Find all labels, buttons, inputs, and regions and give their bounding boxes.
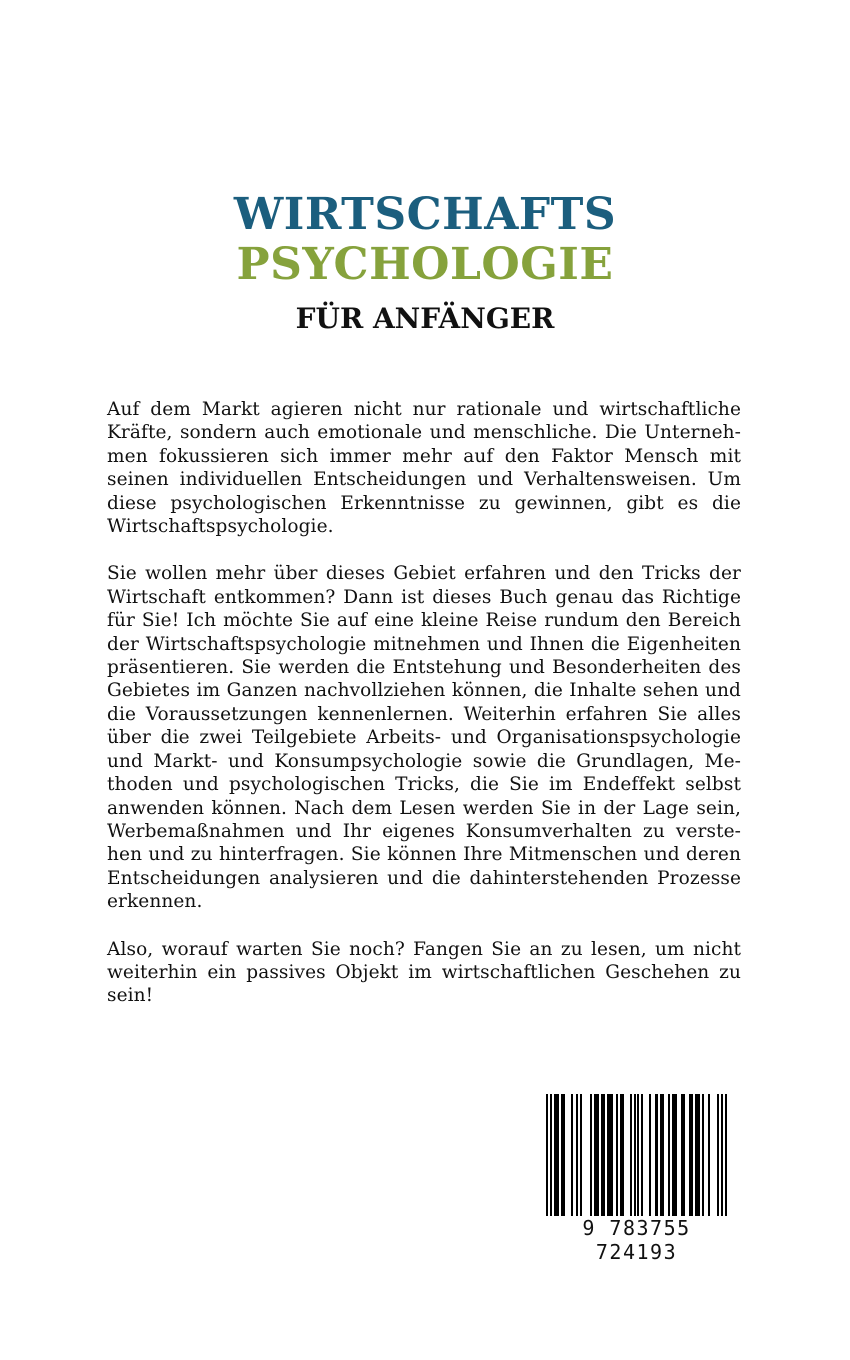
barcode-bar: [695, 1094, 701, 1216]
barcode-bar: [641, 1094, 643, 1216]
barcode-bar: [708, 1094, 710, 1216]
blurb-text: [107, 398, 741, 1032]
title-psychologie: PSYCHOLOGIE: [236, 239, 614, 290]
barcode-bar: [637, 1094, 639, 1216]
barcode-bar: [649, 1094, 651, 1216]
book-title: [0, 190, 850, 336]
barcode-bar: [717, 1094, 719, 1216]
barcode-bar: [580, 1094, 582, 1216]
barcode-bar: [725, 1094, 727, 1216]
barcode-bar: [660, 1094, 664, 1216]
barcode-bar: [630, 1094, 632, 1216]
barcode-bar: [571, 1094, 573, 1216]
barcode-bar: [721, 1094, 723, 1216]
barcode-bar: [702, 1094, 704, 1216]
barcode-bars: [546, 1094, 727, 1216]
barcode-bar: [590, 1094, 592, 1216]
barcode-bar: [561, 1094, 565, 1216]
barcode-bar: [616, 1094, 618, 1216]
barcode-bar: [594, 1094, 600, 1216]
barcode-bar: [601, 1094, 605, 1216]
barcode-bar: [550, 1094, 552, 1216]
isbn-barcode: [538, 1090, 735, 1264]
blurb-paragraph-2: Sie wollen mehr über dieses Gebiet erfahren und den Tricks der Wirtschaft entkommen? Dann ist dieses Buch genau das Richtige für Sie! Ich möchte Sie auf eine kleine Reise rundum den Bereich der Wirtschaftspsychologie mitnehmen und Ihnen die Eigenheiten präsentieren. Sie werden die Entstehung und Besonderheiten des Gebietes im Ganzen nachvollziehen können, die Inhalte sehen und die Voraussetzungen kennenlernen. Weiterhin erfahren Sie alles über die zwei Teilgebiete Arbeits- und Organisationspsychologie und Markt- und Konsumpsychologie sowie die Grundlagen, Me-thoden und psychologischen Tricks, die Sie im Endeffekt selbst anwenden können. Nach dem Lesen werden Sie in der Lage sein, Werbemaßnahmen und Ihr eigenes Konsumverhalten zu verste-hen und zu hinterfragen. Sie können Ihre Mitmenschen und deren Entscheidungen analysieren und die dahinterstehenden Prozesse erkennen.: [107, 563, 741, 913]
barcode-bar: [607, 1094, 613, 1216]
blurb-paragraph-1: Auf dem Markt agieren nicht nur rationale und wirtschaftliche Kräfte, sondern auch emotionale und menschliche. Die Unterneh-men fokussieren sich immer mehr auf den Faktor Mensch mit seinen individuellen Entscheidungen und Verhaltensweisen. Um diese psychologischen Erkenntnisse zu gewinnen, gibt es die Wirtschaftspsychologie.: [107, 399, 741, 538]
barcode-bar: [668, 1094, 670, 1216]
barcode-bar: [634, 1094, 636, 1216]
barcode-bar: [546, 1094, 548, 1216]
barcode-bar: [576, 1094, 578, 1216]
subtitle: FÜR ANFÄNGER: [295, 302, 555, 335]
barcode-bar: [681, 1094, 685, 1216]
barcode-bar: [672, 1094, 678, 1216]
barcode-bar: [554, 1094, 560, 1216]
barcode-bar: [655, 1094, 659, 1216]
isbn-number: 9 783755 724193: [582, 1216, 691, 1264]
barcode-bar: [689, 1094, 693, 1216]
barcode-bar: [620, 1094, 624, 1216]
blurb-paragraph-3: Also, worauf warten Sie noch? Fangen Sie an zu lesen, um nicht weiterhin ein passives Objekt im wirtschaftlichen Geschehen zu sein!: [107, 938, 741, 1007]
title-wirtschafts: WIRTSCHAFTS: [233, 189, 617, 240]
